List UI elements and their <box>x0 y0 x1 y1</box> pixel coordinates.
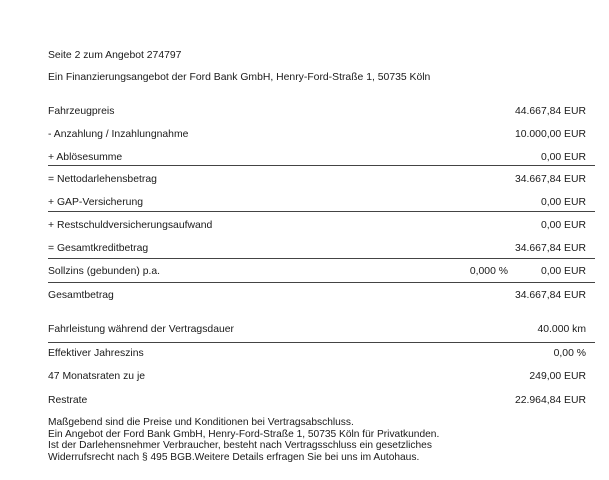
row-gesamtkreditbetrag <box>48 242 586 256</box>
row-value: 0,00 % <box>553 348 586 359</box>
divider <box>48 282 595 283</box>
divider <box>48 211 595 212</box>
row-label: + Ablösesumme <box>48 152 123 163</box>
row-value: 0,00 EUR <box>540 197 586 208</box>
row-label: + Restschuldversicherungsaufwand <box>48 220 213 231</box>
footer-line: Ist der Darlehensnehmer Verbraucher, besteht nach Vertragsschluss ein gesetzliches <box>48 440 432 451</box>
footer-line: Maßgebend sind die Preise und Konditionen bei Vertragsabschluss. <box>48 417 354 428</box>
row-nettodarlehensbetrag <box>48 173 586 187</box>
row-value: 34.667,84 EUR <box>514 174 586 185</box>
row-label: + GAP-Versicherung <box>48 197 144 208</box>
row-monatsraten <box>48 370 586 384</box>
row-fahrzeugpreis <box>48 105 586 119</box>
row-fahrleistung <box>48 323 586 337</box>
row-sollzins <box>48 265 586 279</box>
row-anzahlung <box>48 128 586 142</box>
row-label: - Anzahlung / Inzahlungnahme <box>48 129 189 140</box>
row-label: Restrate <box>48 395 88 406</box>
offer-intro-line: Ein Finanzierungsangebot der Ford Bank GmbH, Henry-Ford-Straße 1, 50735 Köln <box>48 72 431 83</box>
row-label: = Nettodarlehensbetrag <box>48 174 157 185</box>
row-value: 0,00 EUR <box>540 266 586 277</box>
row-label: Fahrleistung während der Vertragsdauer <box>48 324 234 335</box>
row-value: 34.667,84 EUR <box>514 243 586 254</box>
row-value: 40.000 km <box>537 324 586 335</box>
divider <box>48 258 595 259</box>
row-gap-versicherung <box>48 196 586 210</box>
row-abloesesumme <box>48 151 586 165</box>
row-effektiver-jahreszins <box>48 347 586 361</box>
row-label: 47 Monatsraten zu je <box>48 371 146 382</box>
row-value: 0,00 EUR <box>540 220 586 231</box>
footer-line: Widerrufsrecht nach § 495 BGB.Weitere Details erfragen Sie bei uns im Autohaus. <box>48 451 420 463</box>
row-label: Effektiver Jahreszins <box>48 348 144 359</box>
row-label: Gesamtbetrag <box>48 290 114 301</box>
row-label: = Gesamtkreditbetrag <box>48 243 149 254</box>
row-restrate <box>48 394 586 408</box>
row-value: 0,00 EUR <box>540 152 586 163</box>
row-gesamtbetrag <box>48 289 586 303</box>
divider <box>48 342 595 343</box>
legal-footer <box>48 417 439 463</box>
divider <box>48 165 595 166</box>
page-number-line: Seite 2 zum Angebot 274797 <box>48 50 182 61</box>
row-label: Fahrzeugpreis <box>48 106 115 117</box>
row-value: 249,00 EUR <box>529 371 586 382</box>
row-label: Sollzins (gebunden) p.a. <box>48 266 161 277</box>
row-value: 34.667,84 EUR <box>514 290 586 301</box>
footer-line: Ein Angebot der Ford Bank GmbH, Henry-Ford-Straße 1, 50735 Köln für Privatkunden. <box>48 428 440 440</box>
row-restschuldversicherung <box>48 219 586 233</box>
row-value: 10.000,00 EUR <box>514 129 586 140</box>
row-value: 44.667,84 EUR <box>514 106 586 117</box>
row-interest-rate: 0,000 % <box>469 266 508 277</box>
row-value: 22.964,84 EUR <box>514 395 586 406</box>
